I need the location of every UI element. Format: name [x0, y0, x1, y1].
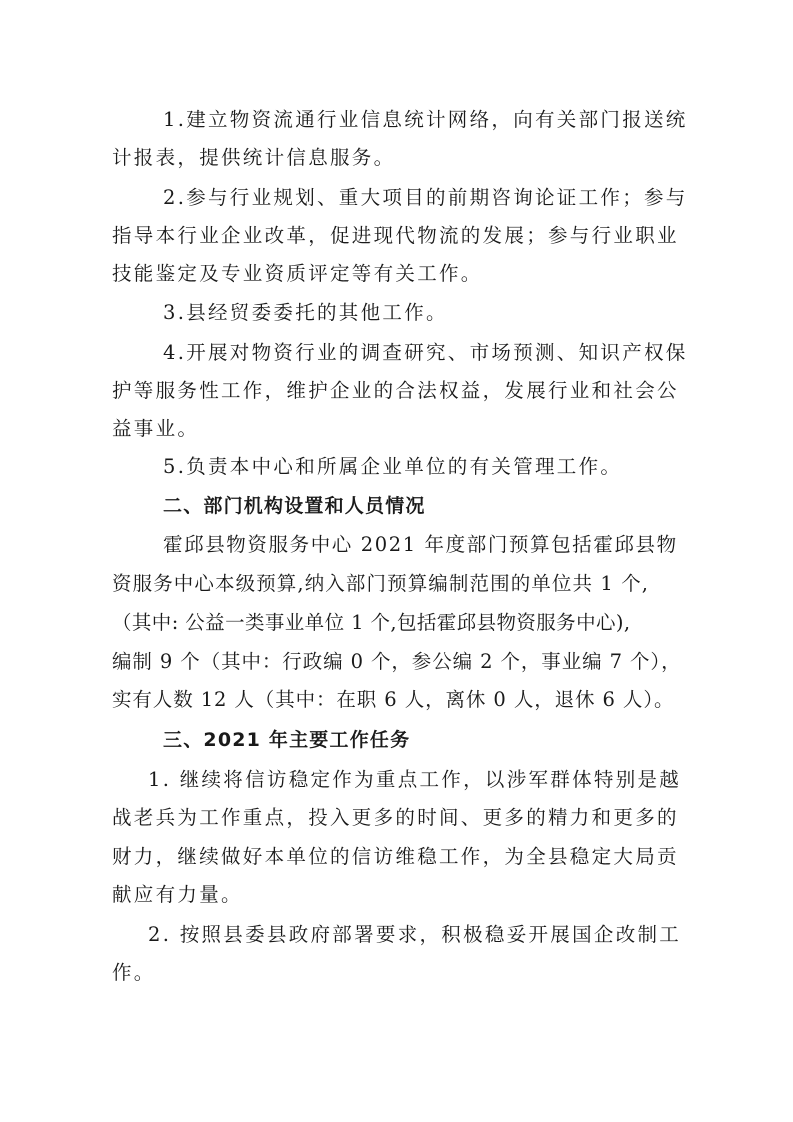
text-line: 资服务中心本级预算,纳入部门预算编制范围的单位共 1 个, [112, 572, 650, 595]
text-line: 4.开展对物资行业的调查研究、市场预测、知识产权保 [163, 341, 688, 364]
text-line: 2.参与行业规划、重大项目的前期咨询论证工作；参与 [163, 186, 688, 209]
text-line: 5.负责本中心和所属企业单位的有关管理工作。 [163, 455, 623, 478]
text-line: 益事业。 [112, 417, 200, 440]
text-line: 作。 [112, 961, 156, 984]
text-line: 献应有力量。 [112, 883, 243, 906]
text-line: 护等服务性工作，维护企业的合法权益，发展行业和社会公 [112, 379, 679, 402]
text-line: 编制 9 个（其中：行政编 0 个，参公编 2 个，事业编 7 个）， [112, 650, 682, 673]
text-line: 实有人数 12 人（其中：在职 6 人，离休 0 人，退休 6 人）。 [112, 688, 675, 711]
text-line: 1. 继续将信访稳定作为重点工作，以涉军群体特别是越 [148, 768, 682, 791]
heading-text: 二、部门机构设置和人员情况 [163, 495, 426, 517]
text-line: 3.县经贸委委托的其他工作。 [163, 301, 448, 324]
text-line: 技能鉴定及专业资质评定等有关工作。 [112, 262, 483, 285]
heading-text: 三、2021 年主要工作任务 [163, 729, 411, 751]
text-line: 霍邱县物资服务中心 2021 年度部门预算包括霍邱县物 [163, 533, 678, 556]
text-line: 战老兵为工作重点，投入更多的时间、更多的精力和更多的 [112, 806, 679, 829]
text-line: 1.建立物资流通行业信息统计网络，向有关部门报送统 [163, 108, 688, 131]
text-line: 计报表，提供统计信息服务。 [112, 146, 396, 169]
text-line: （其中: 公益一类事业单位 1 个,包括霍邱县物资服务中心), [112, 611, 631, 634]
text-line: 2. 按照县委县政府部署要求，积极稳妥开展国企改制工 [148, 923, 682, 946]
text-line: 财力，继续做好本单位的信访维稳工作，为全县稳定大局贡 [112, 845, 679, 868]
text-line: 指导本行业企业改革，促进现代物流的发展；参与行业职业 [112, 224, 679, 247]
